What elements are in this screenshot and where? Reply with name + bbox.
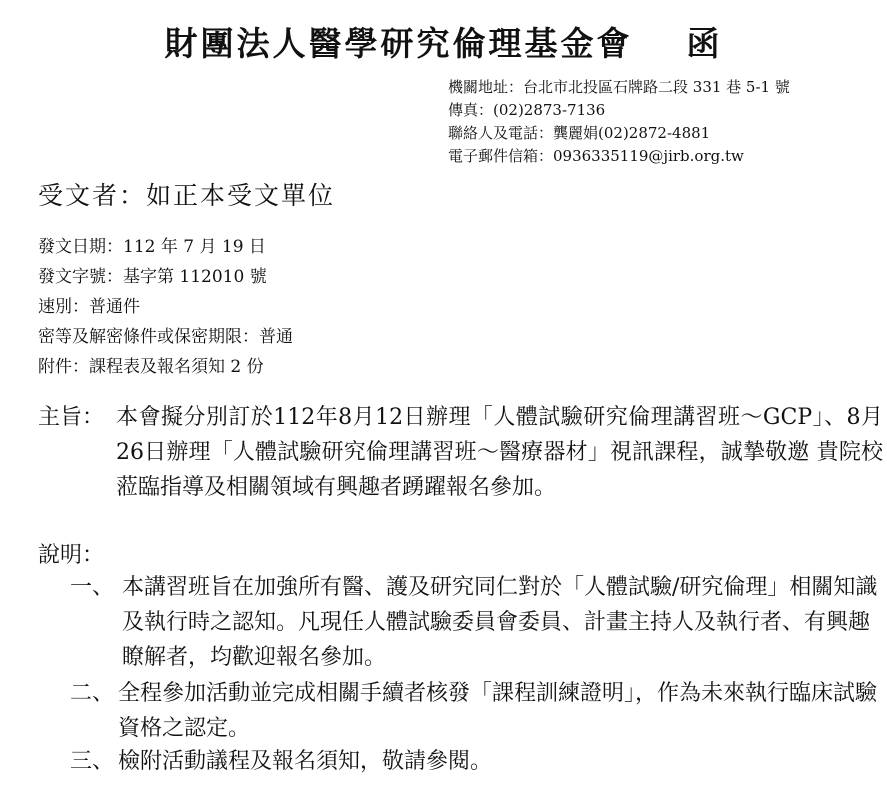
item-text: 本講習班旨在加強所有醫、護及研究同仁對於「人體試驗/研究倫理」相關知識及執行時之認知。凡現任人體試驗委員會委員、計畫主持人及執行者、有興趣瞭解者，均歡迎報名參加。 <box>122 575 878 670</box>
explanation-item <box>70 570 885 675</box>
document-type: 函 <box>686 24 723 63</box>
item-number: 一、 <box>70 575 115 600</box>
secrecy-level: 密等及解密條件或保密期限：普通 <box>38 327 293 347</box>
sender-info <box>448 76 790 168</box>
delivery-speed: 速別：普通件 <box>38 297 140 317</box>
sender-address: 機關地址：台北市北投區石牌路二段 331 巷 5-1 號 <box>448 78 790 96</box>
subject-label: 主旨： <box>38 405 105 430</box>
issue-date: 發文日期：112 年 7 月 19 日 <box>38 237 266 257</box>
document-metadata <box>38 232 293 382</box>
sender-fax: 傳真：(02)2873-7136 <box>448 101 606 119</box>
attachment-info: 附件：課程表及報名須知 2 份 <box>38 357 264 377</box>
sender-contact: 聯絡人及電話：龔麗娟(02)2872-4881 <box>448 124 711 142</box>
subject-text: 本會擬分別訂於112年8月12日辦理「人體試驗研究倫理講習班～GCP」、8月26日辦理「人體試驗研究倫理講習班～醫療器材」視訊課程，誠摯敬邀 貴院校蒞臨指導及相關領域有興趣者踴躍報名參加。 <box>116 405 883 500</box>
subject-section <box>38 400 883 505</box>
explanation-label: 說明： <box>38 543 105 568</box>
item-text: 全程參加活動並完成相關手續者核發「課程訓練證明」，作為未來執行臨床試驗資格之認定。 <box>118 681 878 741</box>
organization-name: 財團法人醫學研究倫理基金會 <box>164 24 633 63</box>
item-number: 三、 <box>70 749 115 774</box>
document-number: 發文字號：基字第 112010 號 <box>38 267 267 287</box>
explanation-item <box>70 676 885 746</box>
letter-title <box>0 18 887 65</box>
item-text: 檢附活動議程及報名須知，敬請參閱。 <box>118 749 493 774</box>
sender-email: 電子郵件信箱：0936335119@jirb.org.tw <box>448 147 744 165</box>
item-number: 二、 <box>70 681 115 706</box>
recipient-line: 受文者：如正本受文單位 <box>38 181 336 210</box>
explanation-item <box>70 744 885 779</box>
